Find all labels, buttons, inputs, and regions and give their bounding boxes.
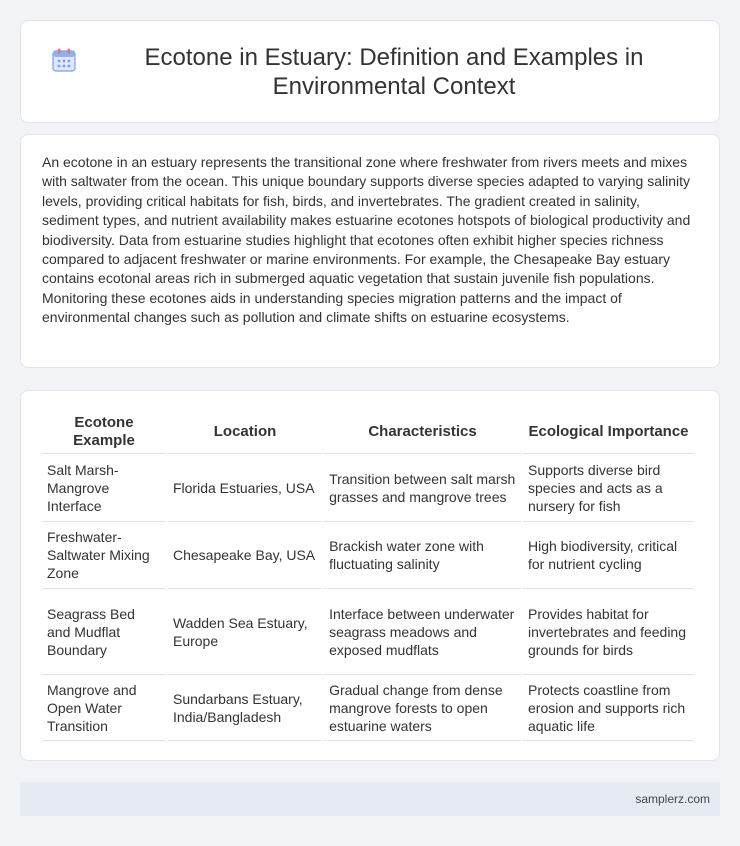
header-ecotone-example: Ecotone Example bbox=[42, 409, 166, 454]
page-title: Ecotone in Estuary: Definition and Examples in Environmental Context bbox=[144, 43, 644, 100]
header-ecological-importance: Ecological Importance bbox=[523, 409, 694, 454]
cell-ecological-importance: Provides habitat for invertebrates and feeding grounds for birds bbox=[523, 589, 694, 675]
ecotone-table bbox=[40, 409, 696, 741]
cell-ecological-importance: Supports diverse bird species and acts as a nursery for fish bbox=[523, 454, 694, 522]
cell-location: Wadden Sea Estuary, Europe bbox=[168, 589, 322, 675]
cell-ecotone-example: Freshwater-Saltwater Mixing Zone bbox=[42, 522, 166, 589]
cell-location: Florida Estuaries, USA bbox=[168, 454, 322, 522]
table-row bbox=[42, 454, 694, 522]
table-card bbox=[20, 390, 720, 761]
cell-characteristics: Interface between underwater seagrass meadows and exposed mudflats bbox=[324, 589, 521, 675]
cell-ecological-importance: Protects coastline from erosion and supports rich aquatic life bbox=[523, 675, 694, 741]
intro-paragraph: An ecotone in an estuary represents the transitional zone where freshwater from rivers meets and mixes with saltwater from the ocean. This unique boundary supports diverse species adapted to varying salinity levels, providing critical habitats for fish, birds, and invertebrates. The gradient created in salinity, sediment types, and nutrient availability makes estuarine ecotones hotspots of biological productivity and biodiversity. Data from estuarine studies highlight that ecotones often exhibit higher species richness compared to adjacent freshwater or marine environments. For example, the Chesapeake Bay estuary contains ecotonal areas rich in submerged aquatic vegetation that sustain juvenile fish populations. Monitoring these ecotones aids in understanding species migration patterns and the impact of environmental changes such as pollution and climate shifts on estuarine ecosystems. bbox=[42, 154, 691, 326]
table-row bbox=[42, 589, 694, 675]
title-wrap bbox=[51, 43, 689, 101]
table-header-row bbox=[42, 409, 694, 454]
footer bbox=[20, 782, 720, 816]
cell-ecotone-example: Salt Marsh-Mangrove Interface bbox=[42, 454, 166, 522]
calendar-icon bbox=[51, 47, 77, 73]
cell-characteristics: Gradual change from dense mangrove forests to open estuarine waters bbox=[324, 675, 521, 741]
cell-location: Chesapeake Bay, USA bbox=[168, 522, 322, 589]
cell-ecotone-example: Seagrass Bed and Mudflat Boundary bbox=[42, 589, 166, 675]
title-card bbox=[20, 20, 720, 123]
table-row bbox=[42, 522, 694, 589]
footer-site-link[interactable]: samplerz.com bbox=[635, 792, 710, 806]
header-characteristics: Characteristics bbox=[324, 409, 521, 454]
cell-characteristics: Transition between salt marsh grasses and mangrove trees bbox=[324, 454, 521, 522]
intro-card bbox=[20, 134, 720, 368]
cell-characteristics: Brackish water zone with fluctuating salinity bbox=[324, 522, 521, 589]
cell-ecological-importance: High biodiversity, critical for nutrient cycling bbox=[523, 522, 694, 589]
cell-ecotone-example: Mangrove and Open Water Transition bbox=[42, 675, 166, 741]
table-row bbox=[42, 675, 694, 741]
header-location: Location bbox=[168, 409, 322, 454]
cell-location: Sundarbans Estuary, India/Bangladesh bbox=[168, 675, 322, 741]
